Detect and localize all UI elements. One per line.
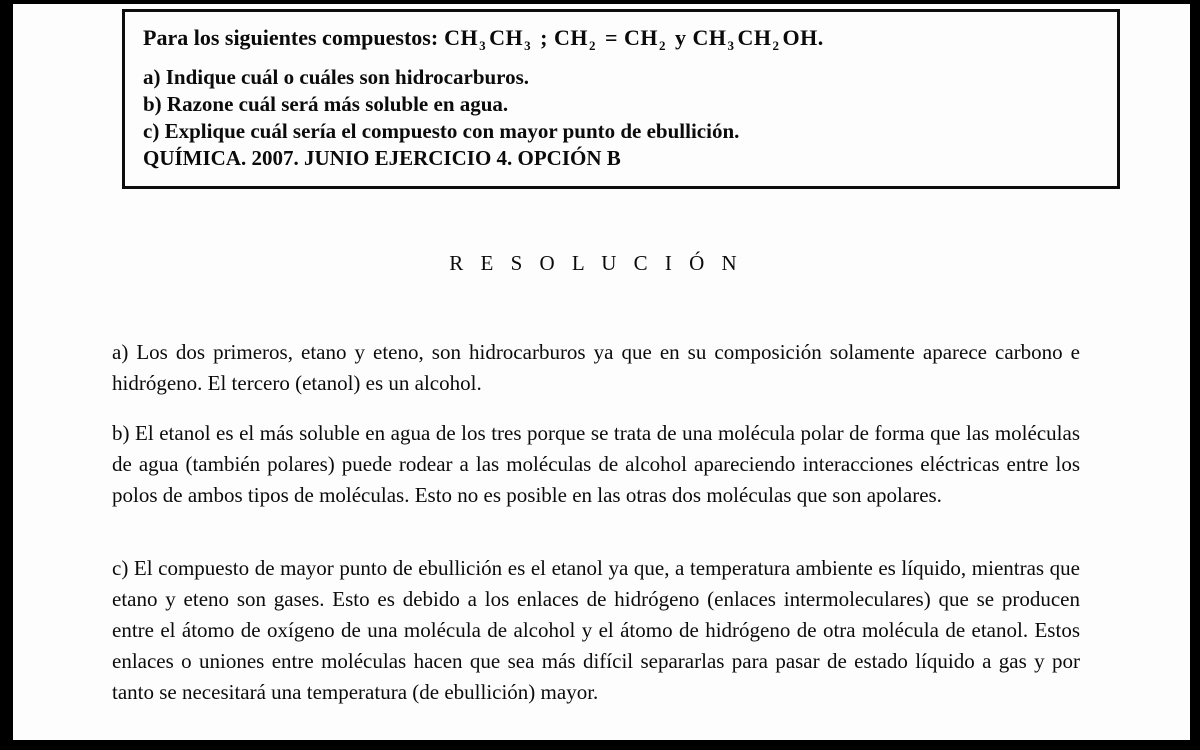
chemical-formulas: $CH_3$ $CH_3$ ; $CH_2 = CH_2$ y $CH_3$ $CH_2$ OH. [444,25,824,54]
problem-source-line: QUÍMICA. 2007. JUNIO EJERCICIO 4. OPCIÓN B [143,146,621,170]
resolution-heading: R E S O L U C I Ó N [449,251,743,275]
problem-intro-text: Para los siguientes compuestos: [143,25,439,50]
problem-title [143,24,1099,52]
problem-item-b: b) Razone cuál será más soluble en agua. [143,92,509,116]
answer-paragraph-a: a) Los dos primeros, etano y eteno, son hidrocarburos ya que en su composición solamente aparece carbono e hidrógeno. El tercero (etanol) es un alcohol. [112,340,1080,395]
answer-paragraph-c: c) El compuesto de mayor punto de ebullición es el etanol ya que, a temperatura ambiente es líquido, mientras que etano y eteno son gases. Esto es debido a los enlaces de hidrógeno (enlaces intermoleculares) que se producen entre el átomo de oxígeno de una molécula de alcohol y el átomo de hidrógeno de otra molécula de etanol. Estos enlaces o uniones entre moléculas hacen que sea más difícil separarlas para pasar de estado líquido a gas y por tanto se necesitará una temperatura (de ebullición) mayor. [112,556,1080,704]
problem-statement-box [122,9,1120,189]
problem-item-a: a) Indique cuál o cuáles son hidrocarburos. [143,65,530,89]
problem-item-c: c) Explique cuál sería el compuesto con mayor punto de ebullición. [143,119,740,143]
document-page [13,4,1190,740]
answer-paragraph-b: b) El etanol es el más soluble en agua de los tres porque se trata de una molécula polar de forma que las moléculas de agua (también polares) puede rodear a las moléculas de alcohol apareciendo interacciones eléctricas entre los polos de ambos tipos de moléculas. Esto no es posible en las otras dos moléculas que son apolares. [112,421,1080,507]
